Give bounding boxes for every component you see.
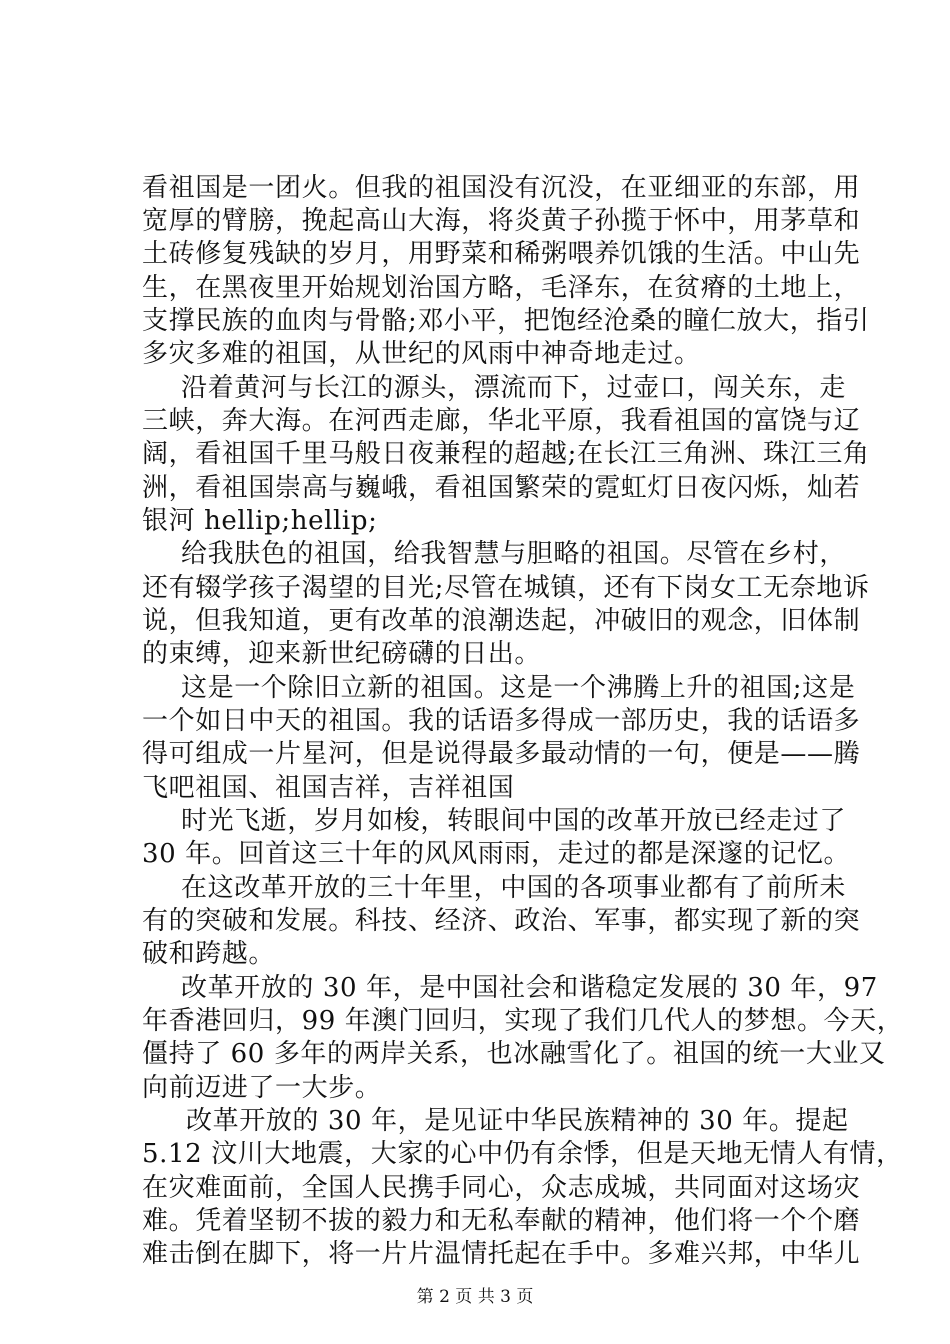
text-line: 多灾多难的祖国，从世纪的风雨中神奇地走过。 [142, 339, 701, 369]
text-line: 难击倒在脚下，将一片片温情托起在手中。多难兴邦，中华儿 [142, 1239, 861, 1269]
text-line: 沿着黄河与长江的源头，漂流而下，过壶口，闯关东，走 [181, 373, 847, 403]
text-line: 僵持了 60 多年的两岸关系，也冰融雪化了。祖国的统一大业又 [142, 1039, 886, 1069]
text-line: 改革开放的 30 年，是见证中华民族精神的 30 年。提起 [186, 1106, 849, 1136]
text-line: 在灾难面前，全国人民携手同心，众志成城，共同面对这场灾 [142, 1173, 861, 1203]
text-line: 看祖国是一团火。但我的祖国没有沉没，在亚细亚的东部，用 [142, 173, 861, 203]
text-line: 飞吧祖国、祖国吉祥，吉祥祖国 [142, 773, 515, 803]
text-line: 的束缚，迎来新世纪磅礴的日出。 [142, 639, 542, 669]
text-line: 说，但我知道，更有改革的浪潮迭起，冲破旧的观念，旧体制 [142, 606, 861, 636]
text-line: 30 年。回首这三十年的风风雨雨，走过的都是深邃的记忆。 [142, 839, 851, 869]
text-line: 有的突破和发展。科技、经济、政治、军事，都实现了新的突 [142, 906, 861, 936]
text-line: 还有辍学孩子渴望的目光;尽管在城镇，还有下岗女工无奈地诉 [142, 573, 870, 603]
text-line: 生，在黑夜里开始规划治国方略，毛泽东，在贫瘠的土地上， [142, 273, 861, 303]
text-line: 三峡，奔大海。在河西走廊，华北平原，我看祖国的富饶与辽 [142, 406, 861, 436]
text-line: 在这改革开放的三十年里，中国的各项事业都有了前所未 [181, 873, 847, 903]
text-line: 一个如日中天的祖国。我的话语多得成一部历史，我的话语多 [142, 706, 861, 736]
text-line: 难。凭着坚韧不拔的毅力和无私奉献的精神，他们将一个个磨 [142, 1206, 861, 1236]
text-line: 支撑民族的血肉与骨骼;邓小平，把饱经沧桑的瞳仁放大，指引 [142, 306, 870, 336]
text-line: 这是一个除旧立新的祖国。这是一个沸腾上升的祖国;这是 [181, 673, 856, 703]
text-line: 改革开放的 30 年，是中国社会和谐稳定发展的 30 年，97 [181, 973, 878, 1003]
text-line: 5.12 汶川大地震，大家的心中仍有余悸，但是天地无情人有情， [142, 1139, 903, 1169]
text-line: 土砖修复残缺的岁月，用野菜和稀粥喂养饥饿的生活。中山先 [142, 239, 861, 269]
text-line: 年香港回归，99 年澳门回归，实现了我们几代人的梦想。今天， [142, 1006, 904, 1036]
text-line: 阔，看祖国千里马般日夜兼程的超越;在长江三角洲、珠江三角 [142, 439, 870, 469]
text-line: 破和跨越。 [142, 939, 276, 969]
text-line: 洲，看祖国崇高与巍峨，看祖国繁荣的霓虹灯日夜闪烁，灿若 [142, 473, 861, 503]
text-line: 时光飞逝，岁月如梭，转眼间中国的改革开放已经走过了 [181, 806, 847, 836]
text-line: 给我肤色的祖国，给我智慧与胆略的祖国。尽管在乡村， [181, 539, 847, 569]
text-line: 向前迈进了一大步。 [142, 1073, 382, 1103]
text-line: 得可组成一片星河，但是说得最多最动情的一句，便是——腾 [142, 739, 861, 769]
text-line: 宽厚的臂膀，挽起高山大海，将炎黄子孙揽于怀中，用茅草和 [142, 206, 861, 236]
page-number-footer: 第 2 页 共 3 页 [416, 1287, 534, 1307]
text-line: 银河 hellip;hellip; [142, 506, 378, 536]
